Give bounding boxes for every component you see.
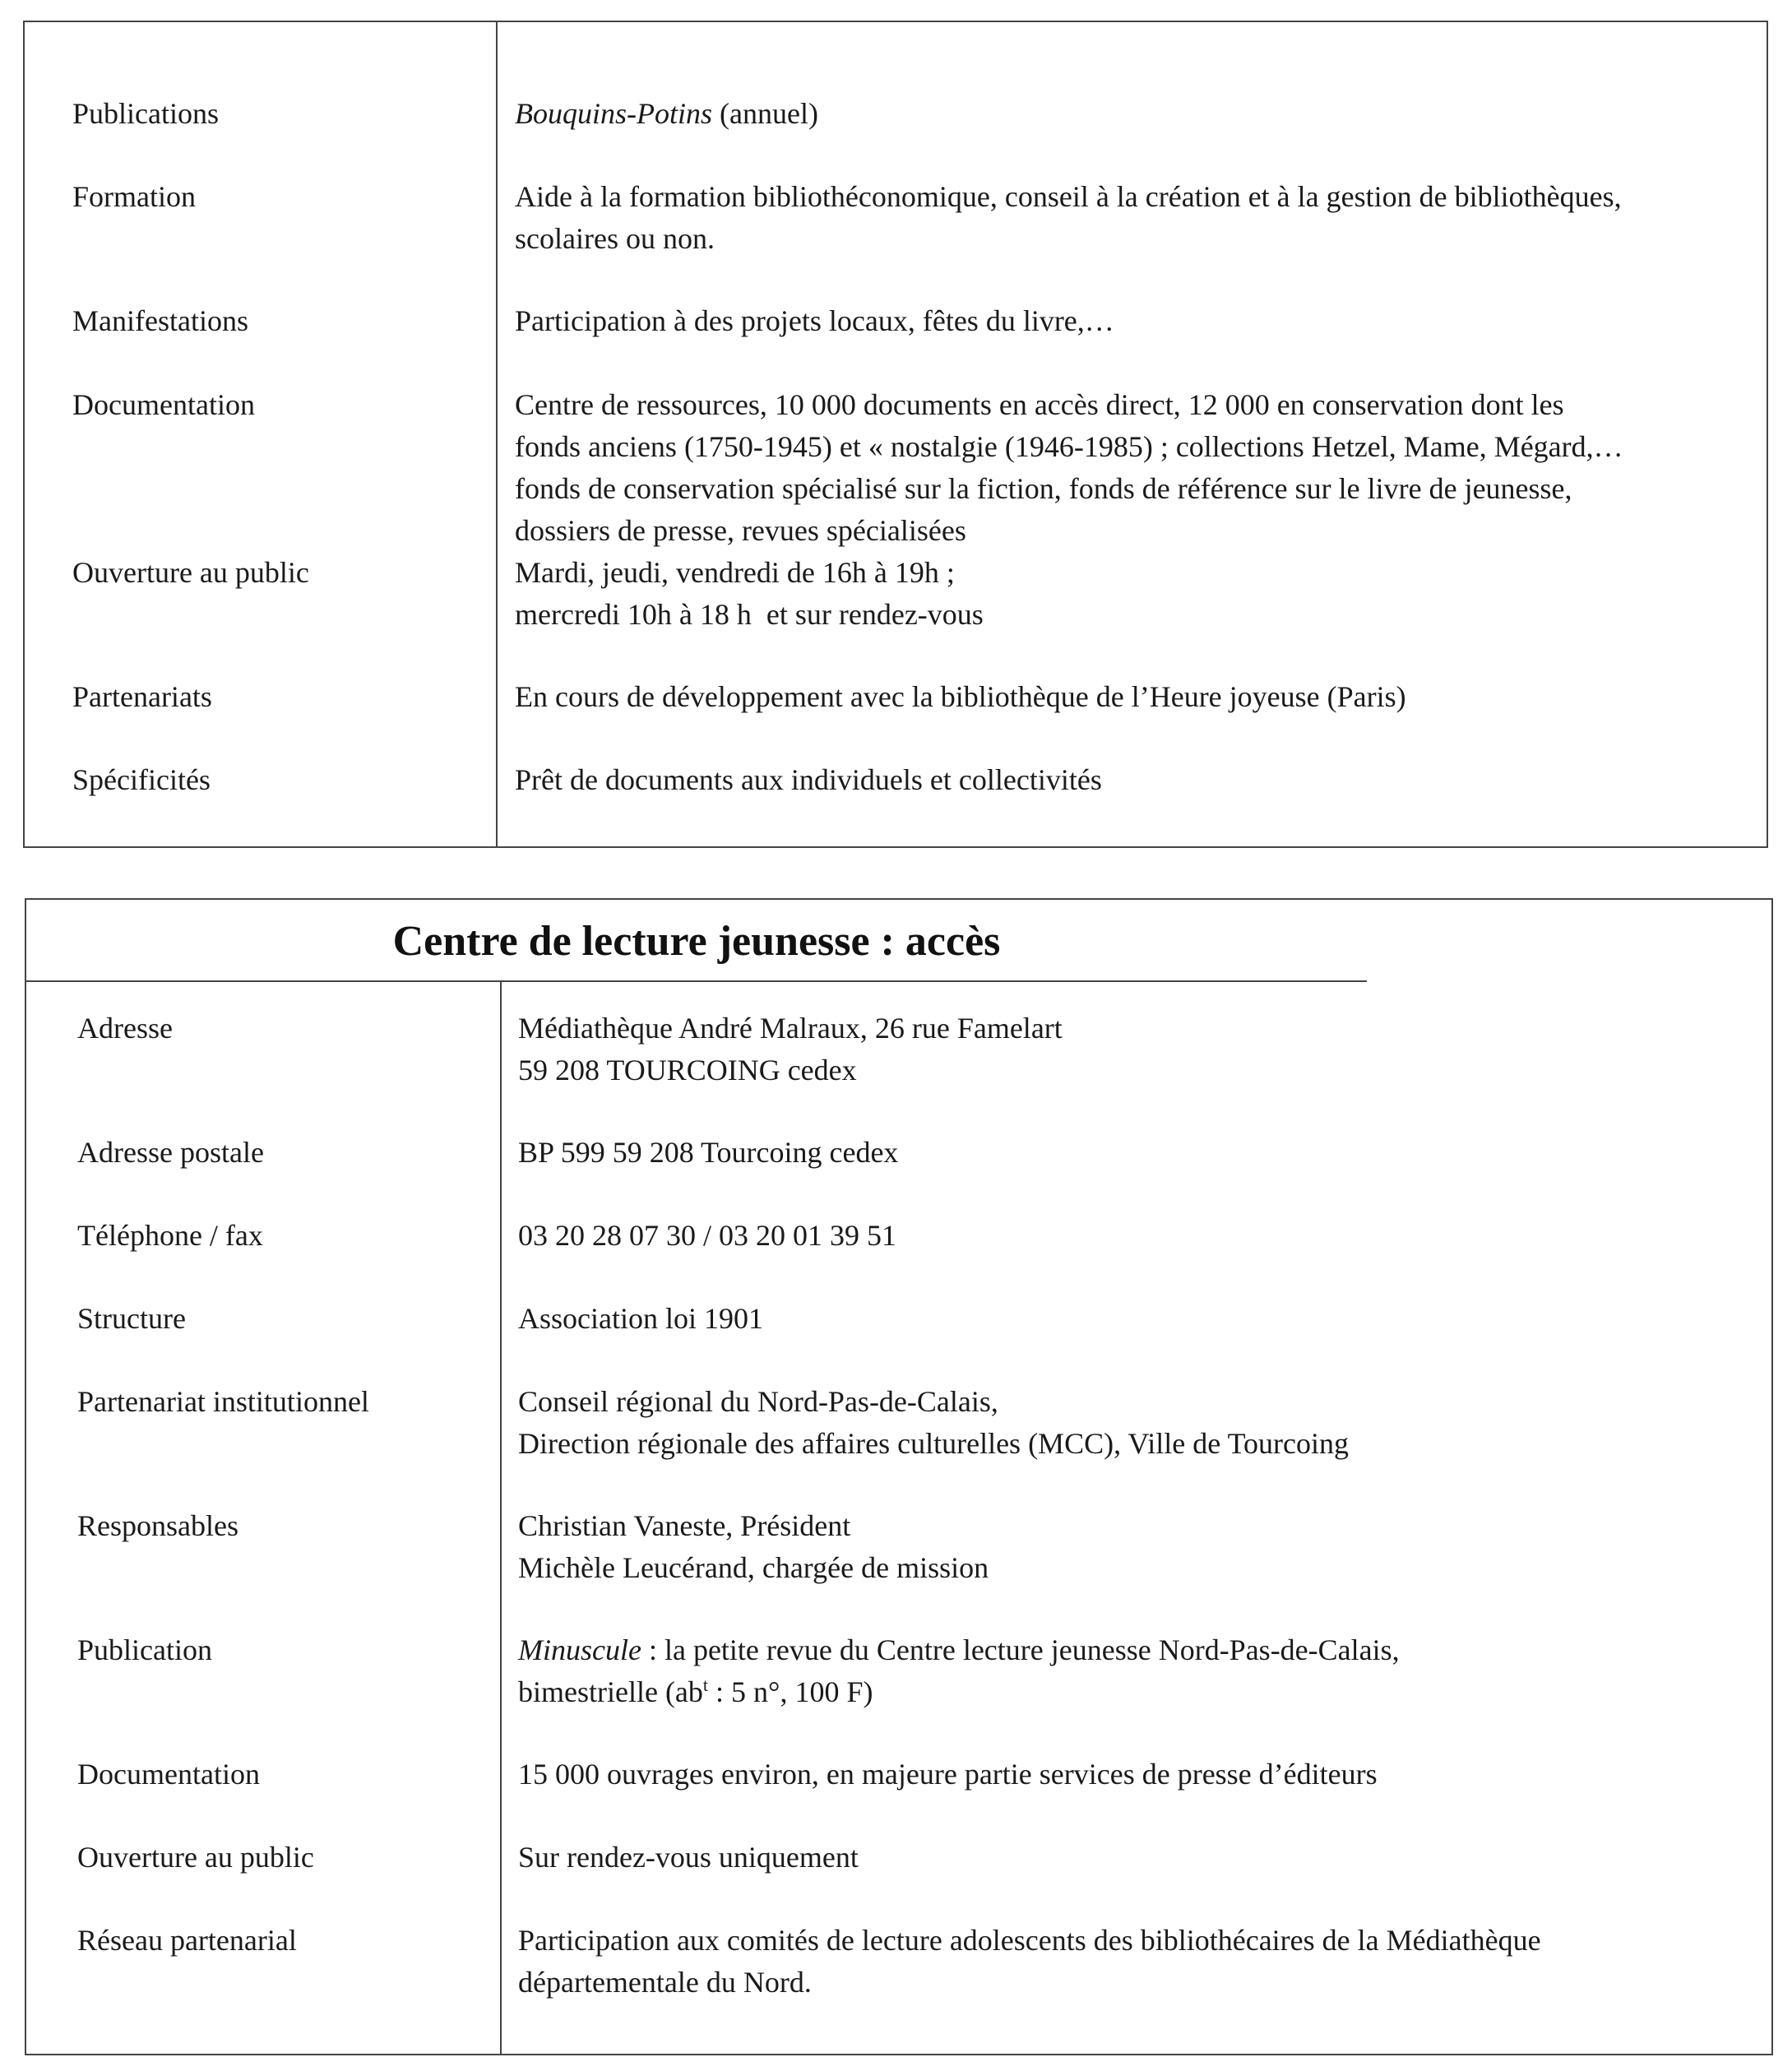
row-value: Centre de ressources, 10 000 documents en accès direct, 12 000 en conservation dont les fonds anciens (1750-1945) et « nostalgie (1946-1985) ; collections Hetzel, Mame, Mégard,… fonds de conservation spécialisé sur la fiction, fonds de référence sur le livre de jeunesse, dossiers de presse, revues spécialisées [515,388,1623,547]
row-value: Participation aux comités de lecture adolescents des bibliothécaires de la Médiathèque départementale du Nord. [518,1924,1541,1999]
row-label: Réseau partenarial [77,1924,297,1957]
section-title: Centre de lecture jeunesse : accès [392,918,1001,965]
row-label: Manifestations [72,304,248,337]
row-label: Partenariats [72,680,212,713]
row-label: Publication [77,1633,212,1666]
row-label: Spécificités [72,763,211,796]
row-value: Minuscule : la petite revue du Centre lecture jeunesse Nord-Pas-de-Calais, bimestrielle ($ab^t$ : 5 n°, 100 F) [518,1633,1400,1708]
row-label: Publications [72,97,219,130]
access-info-table [25,898,1773,2055]
info-table-continued [23,21,1768,848]
row-value: Participation à des projets locaux, fêtes du livre,… [515,304,1114,337]
row-value: En cours de développement avec la bibliothèque de l’Heure joyeuse (Paris) [515,680,1406,713]
publication-title: Minuscule [518,1633,641,1666]
row-value: Prêt de documents aux individuels et collectivités [515,763,1102,796]
column-divider [500,982,502,2054]
row-value: Conseil régional du Nord-Pas-de-Calais, Direction régionale des affaires culturelles (MCC), Ville de Tourcoing [518,1385,1350,1460]
row-label: Adresse postale [77,1136,264,1169]
row-value: 03 20 28 07 30 / 03 20 01 39 51 [518,1219,897,1252]
row-value: Association loi 1901 [518,1302,763,1335]
row-value: Sur rendez-vous uniquement [518,1841,859,1874]
row-value: Aide à la formation bibliothéconomique, conseil à la création et à la gestion de bibliothèques, scolaires ou non. [515,180,1622,255]
row-label: Documentation [72,388,255,421]
row-label: Adresse [77,1012,173,1045]
row-label: Téléphone / fax [77,1219,263,1252]
row-label: Formation [72,180,196,213]
row-label: Responsables [77,1509,238,1542]
title-underline [26,980,1367,982]
row-value: BP 599 59 208 Tourcoing cedex [518,1136,899,1169]
row-value: 15 000 ouvrages environ, en majeure partie services de presse d’éditeurs [518,1758,1378,1791]
row-label: Ouverture au public [72,556,309,589]
publication-title: Bouquins-Potins [515,97,712,130]
row-value: Bouquins-Potins (annuel) [515,97,818,130]
row-value: Mardi, jeudi, vendredi de 16h à 19h ; mercredi 10h à 18 h et sur rendez-vous [515,556,984,631]
row-value: Médiathèque André Malraux, 26 rue Famelart 59 208 TOURCOING cedex [518,1012,1063,1086]
column-divider [496,22,498,846]
row-label: Documentation [77,1758,260,1791]
row-label: Structure [77,1302,186,1335]
row-value: Christian Vaneste, Président Michèle Leucérand, chargée de mission [518,1509,989,1584]
row-label: Ouverture au public [77,1841,314,1874]
row-label: Partenariat institutionnel [77,1385,369,1418]
